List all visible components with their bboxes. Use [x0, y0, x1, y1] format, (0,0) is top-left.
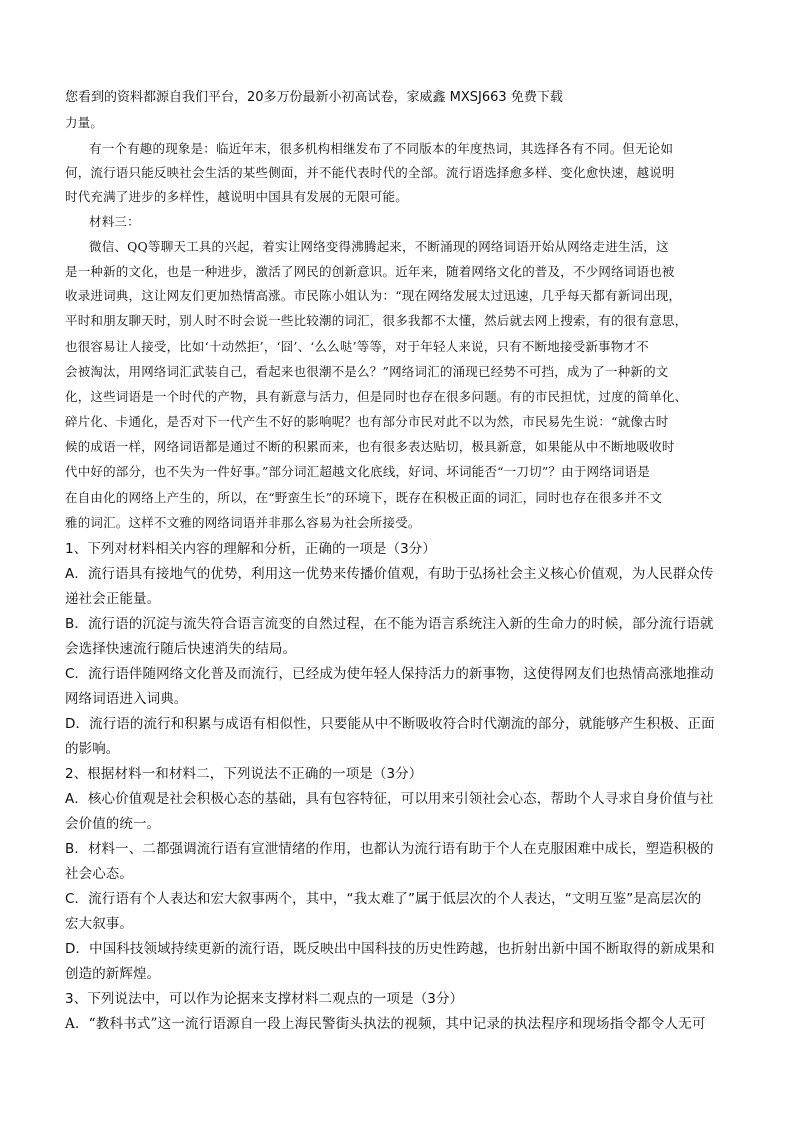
question-3-stem: 3、下列说法中，可以作为论据来支撑材料二观点的一项是（3分）	[65, 991, 464, 1007]
q2-option-c-cont: 宏大叙事。	[65, 916, 133, 932]
paragraph-line: 是一种新的文化，也是一种进步，激活了网民的创新意识。近年来，随着网络文化的普及，不少网络词语也被	[65, 264, 675, 279]
q1-option-c-cont: 网络词语进入词典。	[65, 691, 188, 707]
q2-option-c: C．流行语有个人表达和宏大叙事两个，其中，“我太难了”属于低层次的个人表达，“文明互鉴”是高层次的	[65, 891, 702, 907]
paragraph-line: 候的成语一样，网络词语都是通过不断的积累而来，也有很多表达贴切，极具新意，如果能从中不断地吸收时	[65, 439, 675, 454]
question-1-stem: 1、下列对材料相关内容的理解和分析，正确的一项是（3分）	[65, 541, 436, 557]
q1-option-d-cont: 的影响。	[65, 741, 120, 757]
paragraph-line: 时代充满了进步的多样性，越说明中国具有发展的无限可能。	[65, 189, 408, 204]
q2-option-b: B．材料一、二都强调流行语有宣泄情绪的作用，也都认为流行语有助于个人在克服困难中成长，塑造积极的	[65, 841, 714, 857]
paragraph-line: 化，这些词语是一个时代的产物，具有新意与活力，但是同时也存在很多问题。有的市民担忧，过度的简单化、	[65, 389, 688, 404]
material2-ending-word: 力量。	[65, 115, 104, 130]
paragraph-line: 雅的词汇。这样不文雅的网络词语并非那么容易为社会所接受。	[65, 515, 421, 530]
q2-option-d: D．中国科技领域持续更新的流行语，既反映出中国科技的历史性跨越，也折射出新中国不断取得的新成果和	[65, 941, 715, 957]
material3-title: 材料三：	[89, 214, 140, 229]
header-banner: 您看到的资料都源自我们平台，20多万份最新小初高试卷，家威鑫 MXSJ663 免费下载	[65, 90, 563, 105]
paragraph-line: 代中好的部分，也不失为一件好事。”部分词汇超越文化底线，好词、坏词能否“一刀切”？由于网络词语是	[65, 464, 651, 479]
paragraph-line: 也很容易让人接受，比如‘十动然拒’，‘囧’、‘么么哒’等等，对于年轻人来说，只有不断地接受新事物才不	[65, 339, 649, 354]
paragraph-line: 在自由化的网络上产生的，所以，在“野蛮生长”的环境下，既存在积极正面的词汇，同时也存在很多并不文	[65, 490, 663, 505]
paragraph-line: 何，流行语只能反映社会生活的某些侧面，并不能代表时代的全部。流行语选择愈多样、变化愈快速，越说明	[65, 165, 675, 180]
q2-option-a: A．核心价值观是社会积极心态的基础，具有包容特征，可以用来引领社会心态，帮助个人寻求自身价值与社	[65, 791, 714, 807]
q2-option-b-cont: 社会心态。	[65, 866, 133, 882]
paragraph-line: 收录进词典，这让网友们更加热情高涨。市民陈小姐认为：“现在网络发展太过迅速，几乎每天都有新词出现，	[65, 288, 682, 303]
q1-option-d: D．流行语的流行和积累与成语有相似性，只要能从中不断吸收符合时代潮流的部分，就能够产生积极、正面	[65, 716, 715, 732]
paragraph-line: 微信、QQ等聊天工具的兴起，着实让网络变得沸腾起来，不断涌现的网络词语开始从网络走进生活，这	[89, 239, 669, 254]
q1-option-c: C．流行语伴随网络文化普及而流行，已经成为使年轻人保持活力的新事物，这使得网友们也热情高涨地推动	[65, 666, 714, 682]
q2-option-a-cont: 会价值的统一。	[65, 816, 161, 832]
question-2-stem: 2、根据材料一和材料二，下列说法不正确的一项是（3分）	[65, 766, 423, 782]
q3-option-a: A．“教科书式”这一流行语源自一段上海民警街头执法的视频，其中记录的执法程序和现场指令都令人无可	[65, 1016, 706, 1032]
q1-option-a-cont: 递社会正能量。	[65, 591, 161, 607]
paragraph-line: 碎片化、卡通化，是否对下一代产生不好的影响呢？也有部分市民对此不以为然，市民易先生说：“就像古时	[65, 414, 669, 429]
q2-option-d-cont: 创造的新辉煌。	[65, 966, 161, 982]
paragraph-line: 会被淘汰，用网络词汇武装自己，看起来也很潮不是么？”网络词汇的涌现已经势不可挡，成为了一种新的文	[65, 364, 669, 379]
paragraph-line: 平时和朋友聊天时，别人时不时会说一些比较潮的词汇，很多我都不太懂，然后就去网上搜索，有的很有意思，	[65, 313, 688, 328]
q1-option-b: B．流行语的沉淀与流失符合语言流变的自然过程，在不能为语言系统注入新的生命力的时候，部分流行语就	[65, 616, 714, 632]
paragraph-line: 有一个有趣的现象是：临近年末，很多机构相继发布了不同版本的年度热词，其选择各有不同。但无论如	[89, 141, 674, 156]
q1-option-b-cont: 会选择快速流行随后快速消失的结局。	[65, 641, 297, 657]
q1-option-a: A．流行语具有接地气的优势，利用这一优势来传播价值观，有助于弘扬社会主义核心价值观，为人民群众传	[65, 566, 714, 582]
